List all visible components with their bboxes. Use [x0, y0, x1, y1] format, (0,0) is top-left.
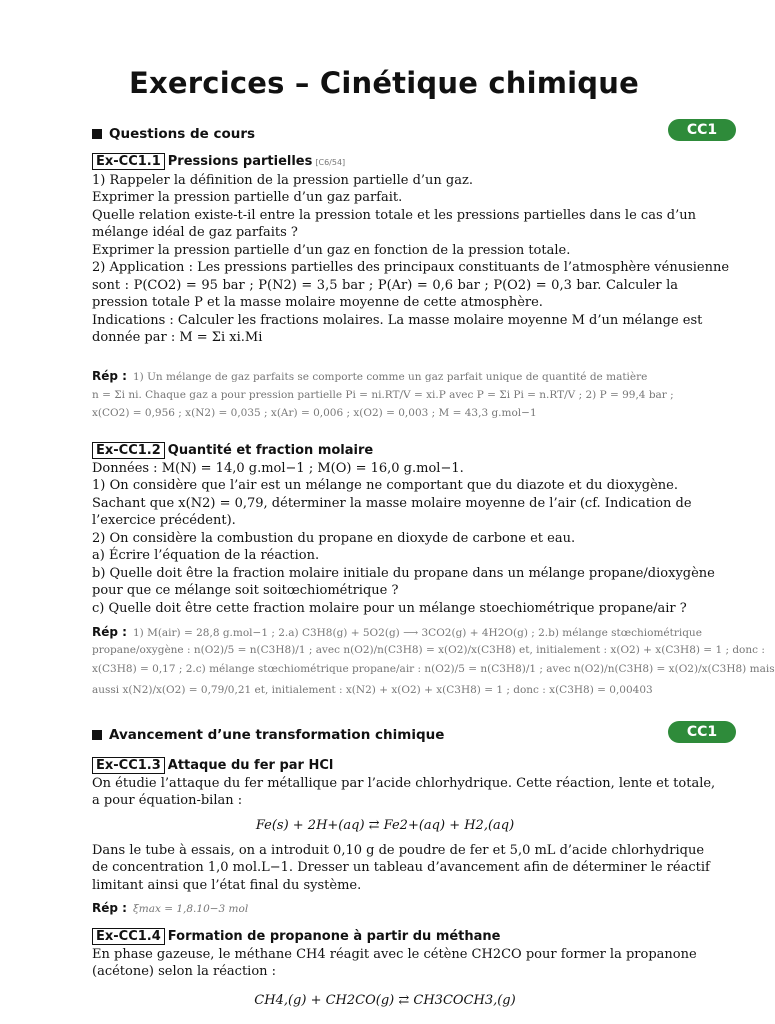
text-line: limitant ainsi que l’état final du système.	[92, 877, 362, 893]
answer-label: Rép :	[92, 369, 127, 383]
text-line: 1) On considère que l’air est un mélange ne comportant que du diazote et du dioxygène.	[92, 478, 678, 493]
section-badge: CC1	[668, 721, 736, 743]
text-line: a pour équation-bilan :	[92, 793, 243, 808]
section-badge: CC1	[668, 119, 736, 141]
exercise-name: Quantité et fraction molaire	[167, 443, 374, 458]
answer-label: Rép :	[92, 901, 127, 915]
answer-2	[92, 624, 775, 701]
text-line: mélange idéal de gaz parfaits ?	[92, 225, 298, 240]
text-line: a) Écrire l’équation de la réaction.	[92, 548, 320, 563]
answer-line: aussi x(N2)/x(O2) = 0,79/0,21 et, initialement : x(N2) + x(O2) + x(C3H8) = 1 ; donc : x(C3H8) = 0,00403	[92, 684, 653, 696]
answer-label: Rép :	[92, 625, 127, 639]
exercise-4	[92, 928, 697, 1021]
section-heading-avancement: Avancement d’une transformation chimique	[92, 727, 444, 743]
answer-line: 1) M(air) = 28,8 g.mol−1 ; 2.a) C3H8(g) + 5O2(g) ⟶ 3CO2(g) + 4H2O(g) ; 2.b) mélange stœchiométrique	[132, 627, 702, 639]
exercise-id: Ex-CC1.4	[92, 928, 165, 945]
text-line: de concentration 1,0 mol.L−1. Dresser un tableau d’avancement afin de déterminer le réactif	[92, 860, 710, 875]
exercise-3	[92, 757, 716, 894]
text-line: 1) Rappeler la définition de la pression partielle d’un gaz.	[92, 172, 473, 188]
exercise-name: Attaque du fer par HCl	[167, 758, 334, 773]
answer-line: n = Σi ni. Chaque gaz a pour pression partielle Pi = ni.RT/V = xi.P avec P = Σi Pi = n.RT/V ; 2) P = 99,4 bar ;	[92, 389, 674, 401]
exercise-id: Ex-CC1.3	[92, 757, 165, 774]
answer-line: x(CO2) = 0,956 ; x(N2) = 0,035 ; x(Ar) = 0,006 ; x(O2) = 0,003 ; M = 43,3 g.mol−1	[92, 407, 537, 419]
text-line: Données : M(N) = 14,0 g.mol−1 ; M(O) = 16,0 g.mol−1.	[92, 460, 464, 476]
exercise-header	[92, 442, 678, 460]
square-bullet-icon	[92, 129, 102, 139]
exercise-source: [C6/54]	[315, 158, 346, 167]
exercise-1	[92, 153, 730, 355]
answer-line: propane/oxygène : n(O2)/5 = n(C3H8)/1 ; avec n(O2)/n(C3H8) = x(O2)/x(C3H8) et, initialement : x(O2) + x(C3H8) = 1 ; donc :	[92, 644, 765, 656]
square-bullet-icon	[92, 730, 102, 740]
text-line: (acétone) selon la réaction :	[92, 964, 277, 979]
text-line: pour que ce mélange soit soitœchiométrique ?	[92, 583, 399, 598]
answer-line: 1) Un mélange de gaz parfaits se comporte comme un gaz parfait unique de quantité de matière	[132, 371, 648, 383]
text-line: Exprimer la pression partielle d’un gaz parfait.	[92, 190, 403, 205]
exercise-id: Ex-CC1.1	[92, 153, 165, 170]
exercise-header	[92, 928, 678, 946]
answer-line: x(C3H8) = 0,17 ; 2.c) mélange stœchiométrique propane/air : n(O2)/5 = n(C3H8)/1 ; avec n(O2)/n(C3H8) = x(O2)/x(C3H8) mais	[92, 663, 775, 675]
text-line: l’exercice précédent).	[92, 513, 236, 528]
exercise-name: Pressions partielles	[167, 154, 313, 169]
text-line: Indications : Calculer les fractions molaires. La masse molaire moyenne M d’un mélange est	[92, 312, 703, 328]
exercise-id: Ex-CC1.2	[92, 442, 165, 459]
answer-3	[92, 900, 678, 917]
page-title: Exercices – Cinétique chimique	[129, 66, 639, 100]
text-line: Sachant que x(N2) = 0,79, déterminer la masse molaire moyenne de l’air (cf. Indication de	[92, 495, 692, 511]
exercise-header	[92, 757, 678, 775]
text-line: 2) Application : Les pressions partielles des principaux constituants de l’atmosphère vénusienne	[92, 260, 730, 275]
exercise-name: Formation de propanone à partir du méthane	[167, 929, 501, 944]
text-line: sont : P(CO2) = 95 bar ; P(N2) = 3,5 bar ; P(Ar) = 0,6 bar ; P(O2) = 0,3 bar. Calculer la	[92, 277, 678, 293]
equation: Fe(s) + 2H+(aq) ⇄ Fe2+(aq) + H2,(aq)	[255, 817, 515, 833]
text-line: On étudie l’attaque du fer métallique par l’acide chlorhydrique. Cette réaction, lente et totale,	[92, 775, 716, 791]
text-line: c) Quelle doit être cette fraction molaire pour un mélange stoechiométrique propane/air ?	[92, 600, 687, 616]
exercise-header	[92, 153, 678, 172]
text-line: En phase gazeuse, le méthane CH4 réagit avec le cétène CH2CO pour former la propanone	[92, 946, 697, 962]
text-line: donnée par : M = Σi xi.Mi	[92, 330, 263, 345]
text-line: pression totale P et la masse molaire moyenne de cette atmosphère.	[92, 295, 543, 310]
text-line: b) Quelle doit être la fraction molaire initiale du propane dans un mélange propane/dioxygène	[92, 565, 715, 581]
text-line: 2) On considère la combustion du propane en dioxyde de carbone et eau.	[92, 530, 576, 546]
answer-line: ξmax = 1,8.10−3 mol	[132, 903, 249, 915]
text-line: Quelle relation existe-t-il entre la pression totale et les pressions partielles dans le cas d’un	[92, 207, 696, 223]
answer-1	[92, 368, 678, 421]
section-heading-questions: Questions de cours	[92, 126, 255, 142]
equation: CH4,(g) + CH2CO(g) ⇄ CH3COCH3,(g)	[254, 992, 516, 1008]
text-line: Dans le tube à essais, on a introduit 0,10 g de poudre de fer et 5,0 mL d’acide chlorhydrique	[92, 842, 705, 858]
exercise-2	[92, 442, 715, 617]
text-line: Exprimer la pression partielle d’un gaz en fonction de la pression totale.	[92, 242, 571, 258]
